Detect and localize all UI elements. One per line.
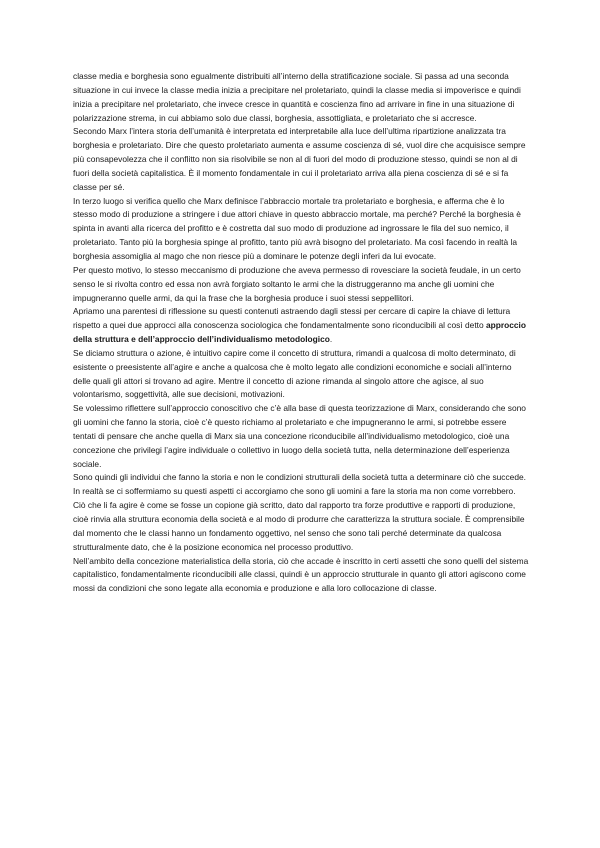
paragraph-5-text: Apriamo una parentesi di riflessione su questi contenuti astraendo dagli stessi per cercare di capire la chiave di lettura rispetto a quei due approcci alla conoscenza sociologica che fondamentalmente sono riconducibili al così detto xyxy=(73,306,511,331)
paragraph-8: Sono quindi gli individui che fanno la storia e non le condizioni strutturali della società tutta a determinare ciò che succede. xyxy=(73,472,526,483)
paragraph-2: Secondo Marx l’intera storia dell’umanità è interpretata ed interpretabile alla luce dell’ultima ripartizione analizzata tra borghesia e proletariato. Dire che questo proletariato aumenta e assume coscienza di sé, vuol dire che acquisisce sempre più consapevolezza che il conflitto non sia risolvibile se non al di fuori del modo di produzione stesso, quindi se non al di fuori della società capitalistica. È il momento fondamentale in cui il proletariato arriva alla piena coscienza di sé e si fa classe per sé. xyxy=(73,126,526,192)
document-body xyxy=(73,70,529,596)
paragraph-5 xyxy=(73,305,529,347)
paragraph-6: Se diciamo struttura o azione, è intuitivo capire come il concetto di struttura, rimandi a qualcosa di molto determinato, di esistente o preesistente all’agire e anche a qualcosa che è molto legato alle condizioni economiche e sociali all’interno delle quali gli attori si trovano ad agire. Mentre il concetto di azione rimanda al singolo attore che agisce, al suo volontarismo, soggettività, alle sue decisioni, motivazioni. xyxy=(73,347,516,400)
bold-phrase-approcci: approccio della struttura e dell’approccio dell’individualismo metodologico xyxy=(73,320,526,345)
paragraph-10: Nell’ambito della concezione materialistica della storia, ciò che accade è inscritto in certi assetti che sono quelli del sistema capitalistico, fondamentalmente riconducibili alle classi, quindi è un approccio strutturale in quanto gli attori agiscono come mossi da condizioni che sono legate alla economia e produzione e alla loro collocazione di classe. xyxy=(73,555,529,594)
paragraph-5-tail: . xyxy=(329,334,333,345)
paragraph-4: Per questo motivo, lo stesso meccanismo di produzione che aveva permesso di rovesciare la società feudale, in un certo senso le si rivolta contro ed essa non avrà forgiato soltanto le armi che la distruggeranno ma anche gli uomini che impugneranno quelle armi, da qui la frase che la borghesia produce i suoi stessi seppellitori. xyxy=(73,264,521,303)
paragraph-9: In realtà se ci soffermiamo su questi aspetti ci accorgiamo che sono gli uomini a fare la storia ma non come vorrebbero. Ciò che li fa agire è come se fosse un copione già scritto, dato dal rapporto tra forze produttive e rapporti di produzione, cioè rinvia alla struttura economia della società e al modo di produrre che caratterizza la struttura sociale. È comprensibile dal momento che le classi hanno un fondamento oggettivo, nel senso che sono tali perché determinate da qualcosa strutturalmente dato, che è la posizione economica nel processo produttivo. xyxy=(73,486,525,552)
paragraph-7: Se volessimo riflettere sull’approccio conoscitivo che c’è alla base di questa teorizzazione di Marx, considerando che sono gli uomini che fanno la storia, cioè c’è questo richiamo al proletariato e che impugneranno le armi, si potrebbe essere tentati di pensare che anche quella di Marx sia una concezione riconducibile all’individualismo metodologico, cioè una concezione che privilegi l’agire individuale o collettivo in luogo della società tutta, nella determinazione dell’esperienza sociale. xyxy=(73,403,526,469)
paragraph-1: classe media e borghesia sono egualmente distribuiti all’interno della stratificazione sociale. Si passa ad una seconda situazione in cui invece la classe media inizia a precipitare nel proletariato, quindi la classe media si impoverisce e quindi inizia a precipitare nel proletariato, che invece cresce in quantità e coscienza fino ad arrivare in fine in una situazione di polarizzazione strema, in cui abbiamo solo due classi, borghesia, assottigliata, e proletariato che si accresce. xyxy=(73,71,521,123)
paragraph-3: In terzo luogo si verifica quello che Marx definisce l’abbraccio mortale tra proletariato e borghesia, e afferma che è lo stesso modo di produzione a stringere i due attori chiave in questo abbraccio mortale, ma perché? Perché la borghesia è spinta in avanti alla ricerca del profitto e è costretta dal suo modo di produzione ad ingrossare le fila del suo nemico, il proletariato. Tanto più la borghesia spinge al profitto, tanto più avrà bisogno del proletariato. Ma così facendo in realtà la borghesia assomiglia al mago che non riesce più a dominare le potenze degli inferi da lui evocate. xyxy=(73,195,521,261)
